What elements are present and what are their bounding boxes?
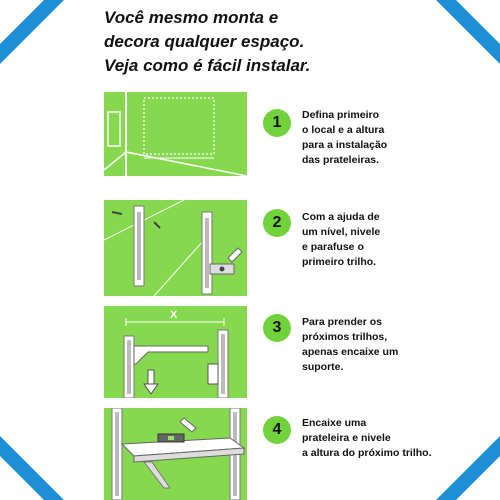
step-2-number-badge: 2 bbox=[263, 209, 291, 237]
step-3-line: próximos trilhos, bbox=[302, 331, 388, 343]
corner-decoration-top-left-inner bbox=[0, 0, 44, 44]
step-4-illustration bbox=[104, 408, 247, 500]
headline bbox=[104, 6, 404, 78]
corner-decoration-top-right-inner bbox=[456, 0, 500, 44]
corner-decoration-bottom-left-inner bbox=[0, 456, 44, 500]
step-2-line: Com a ajuda de bbox=[302, 211, 380, 223]
step-4-line: Encaixe uma bbox=[302, 417, 367, 429]
distance-mark: X bbox=[170, 309, 178, 321]
step-2-line: e parafuse o bbox=[302, 241, 364, 253]
headline-line-2: decora qualquer espaço. bbox=[104, 32, 305, 51]
step-3-description bbox=[302, 315, 472, 375]
step-3-number-badge: 3 bbox=[263, 314, 291, 342]
step-4-description bbox=[302, 416, 472, 461]
step-1-line: das prateleiras. bbox=[302, 154, 380, 166]
rails-and-level-illustration bbox=[104, 200, 247, 296]
step-2-illustration bbox=[104, 200, 247, 296]
headline-line-1: Você mesmo monta e bbox=[104, 8, 279, 27]
shelf-level-illustration bbox=[104, 408, 247, 500]
step-4-line: a altura do próximo trilho. bbox=[302, 447, 432, 459]
step-3-illustration bbox=[104, 306, 247, 398]
step-4-line: prateleira e nivele bbox=[302, 432, 391, 444]
step-1-description bbox=[302, 108, 472, 168]
step-4-number-badge: 4 bbox=[263, 416, 291, 444]
step-3-line: Para prender os bbox=[302, 316, 382, 328]
step-1-line: o local e a altura bbox=[302, 124, 385, 136]
headline-line-3: Veja como é fácil instalar. bbox=[104, 56, 311, 75]
step-3-line: suporte. bbox=[302, 361, 344, 373]
room-wall-illustration bbox=[104, 92, 247, 176]
corner-decoration-bottom-right-inner bbox=[456, 456, 500, 500]
step-2-line: primeiro trilho. bbox=[302, 256, 377, 268]
step-1-line: para a instalação bbox=[302, 139, 388, 151]
step-3-line: apenas encaixe um bbox=[302, 346, 399, 358]
step-1-line: Defina primeiro bbox=[302, 109, 380, 121]
bracket-fitting-illustration bbox=[104, 306, 247, 398]
step-2-description bbox=[302, 210, 472, 270]
step-1-number-badge: 1 bbox=[263, 109, 291, 137]
step-1-illustration bbox=[104, 92, 247, 176]
step-2-line: um nível, nivele bbox=[302, 226, 381, 238]
